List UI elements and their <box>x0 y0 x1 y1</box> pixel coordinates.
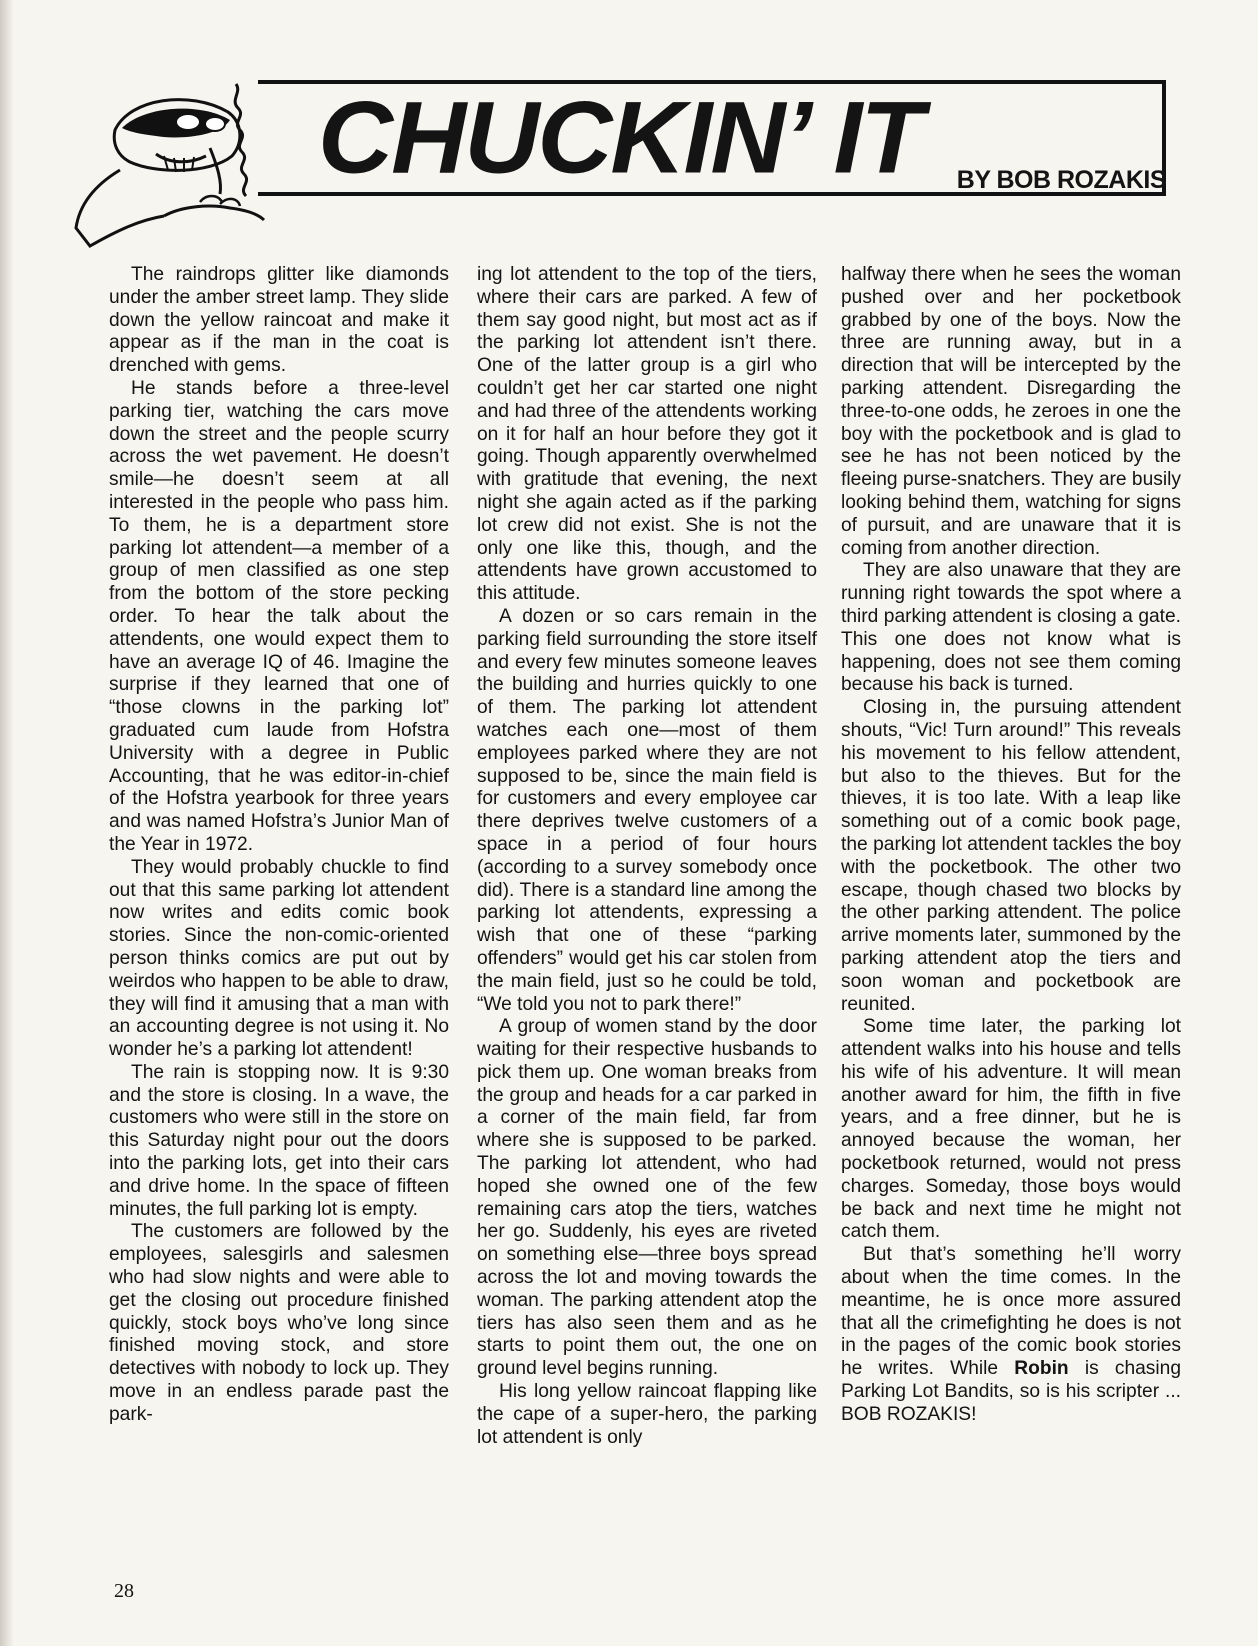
text-column-3 <box>841 264 1181 1427</box>
paragraph-text: is chasing Parking Lot Bandits, so is his scripter ... BOB ROZAKIS! <box>841 1358 1181 1425</box>
paragraph: His long yellow raincoat flapping like the cape of a super-hero, the parking lot attendent is only <box>477 1381 817 1448</box>
page-number: 28 <box>114 1580 134 1602</box>
paragraph: The rain is stopping now. It is 9:30 and the store is closing. In a wave, the customers who were still in the store on this Saturday night pour out the doors into the parking lots, get into their cars and drive home. In the space of fifteen minutes, the full parking lot is empty. <box>109 1061 449 1220</box>
text-column-2 <box>477 264 817 1449</box>
text-column-1 <box>109 264 449 1427</box>
mascot-illustration <box>60 70 290 260</box>
paragraph: The customers are followed by the employees, salesgirls and salesmen who had slow nights and were able to get the closing out procedure finished quickly, stock boys who’ve long since finished moving stock, and store detectives with nobody to lock up. They move in an endless parade past the park- <box>109 1221 449 1425</box>
page-edge <box>0 0 14 1646</box>
paragraph-text: But that’s something he’ll worry about when the time comes. In the meantime, he is once more assured that all the crimefighting he does is not in the pages of the comic book stories he writes. While <box>841 1244 1181 1380</box>
paragraph: Closing in, the pursuing attendent shouts, “Vic! Turn around!” This reveals his movement to his fellow attendent, but also to the thieves. But for the thieves, it is too late. With a leap like something out of a comic book page, the parking lot attendent tackles the boy with the pocketbook. The other two escape, though chased two blocks by the other parking attendent. The police arrive moments later, summoned by the parking attendent atop the tiers and soon woman and pocketbook are reunited. <box>841 697 1181 1015</box>
paragraph: They are also unaware that they are running right towards the spot where a third parking attendent is closing a gate. This one does not know what is happening, does not see them coming because his back is turned. <box>841 560 1181 696</box>
paragraph <box>841 1244 1181 1426</box>
paragraph: Some time later, the parking lot attendent walks into his house and tells his wife of his adventure. It will mean another award for him, the fifth in five years, and a free dinner, but he is annoyed because the woman, her pocketbook returned, would not press charges. Someday, those boys would be back and next time he might not catch them. <box>841 1016 1181 1243</box>
robin-name: Robin <box>1014 1358 1069 1380</box>
paragraph: halfway there when he sees the woman pushed over and her pocketbook grabbed by one of the boys. Now the three are running away, but in a direction that will be intercepted by the parking attendent. Disregarding the three-to-one odds, he zeroes in one the boy with the pocketbook and is glad to see he has not been noticed by the fleeing purse-snatchers. They are busily looking behind them, watching for signs of pursuit, and are unaware that it is coming from another direction. <box>841 264 1181 559</box>
byline: BY BOB ROZAKIS <box>956 166 1166 194</box>
paragraph: A dozen or so cars remain in the parking field surrounding the store itself and every few minutes someone leaves the building and hurries quickly to one of them. The parking lot attendent watches each one—most of them employees parked where they are not supposed to be, since the main field is for customers and every employee car there deprives twelve customers of a space in a period of four hours (according to a survey somebody once did). There is a standard line among the parking lot attendents, expressing a wish that one of these “parking offenders” would get his car stolen from the main field, just so he could be told, “We told you not to park there!” <box>477 605 817 1015</box>
paragraph: A group of women stand by the door waiting for their respective husbands to pick them up. One woman breaks from the group and heads for a car parked in a corner of the main field, far from where she is supposed to be parked. The parking lot attendent, who had hoped she owned one of the few remaining cars atop the tiers, watches her go. Suddenly, his eyes are riveted on something else—three boys spread across the lot and moving towards the woman. The parking attendent atop the tiers has also seen them and as he starts to point them out, the one on ground level begins running. <box>477 1016 817 1380</box>
article-title: CHUCKIN’ IT <box>318 81 922 195</box>
paragraph: ing lot attendent to the top of the tiers, where their cars are parked. A few of them say good night, but most act as if the parking lot attendent isn’t there. One of the latter group is a girl who couldn’t get her car started one night and had three of the attendents working on it for half an hour before they got it going. Though apparently overwhelmed with gratitude that evening, the next night she again acted as if the parking lot crew did not exist. She is not the only one like this, though, and the attendents have grown accustomed to this attitude. <box>477 264 817 605</box>
paragraph: They would probably chuckle to find out that this same parking lot attendent now writes and edits comic book stories. Since the non-comic-oriented person thinks comics are put out by weirdos who happen to be able to draw, they will find it amusing that a man with an accounting degree is not using it. No wonder he’s a parking lot attendent! <box>109 856 449 1061</box>
paragraph: The raindrops glitter like diamonds under the amber street lamp. They slide down the yellow raincoat and make it appear as if the man in the coat is drenched with gems. <box>109 264 449 377</box>
paragraph: He stands before a three-level parking tier, watching the cars move down the street and the people scurry across the wet pavement. He doesn’t smile—he doesn’t seem at all interested in the people who pass him. To them, he is a department store parking lot attendent—a member of a group of men classified as one step from the bottom of the store pecking order. To hear the talk about the attendents, one would expect them to have an average IQ of 46. Imagine the surprise if they learned that one of “those clowns in the parking lot” graduated cum laude from Hofstra University with a degree in Public Accounting, that he was editor-in-chief of the Hofstra yearbook for three years and was named Hofstra’s Junior Man of the Year in 1972. <box>109 377 449 855</box>
